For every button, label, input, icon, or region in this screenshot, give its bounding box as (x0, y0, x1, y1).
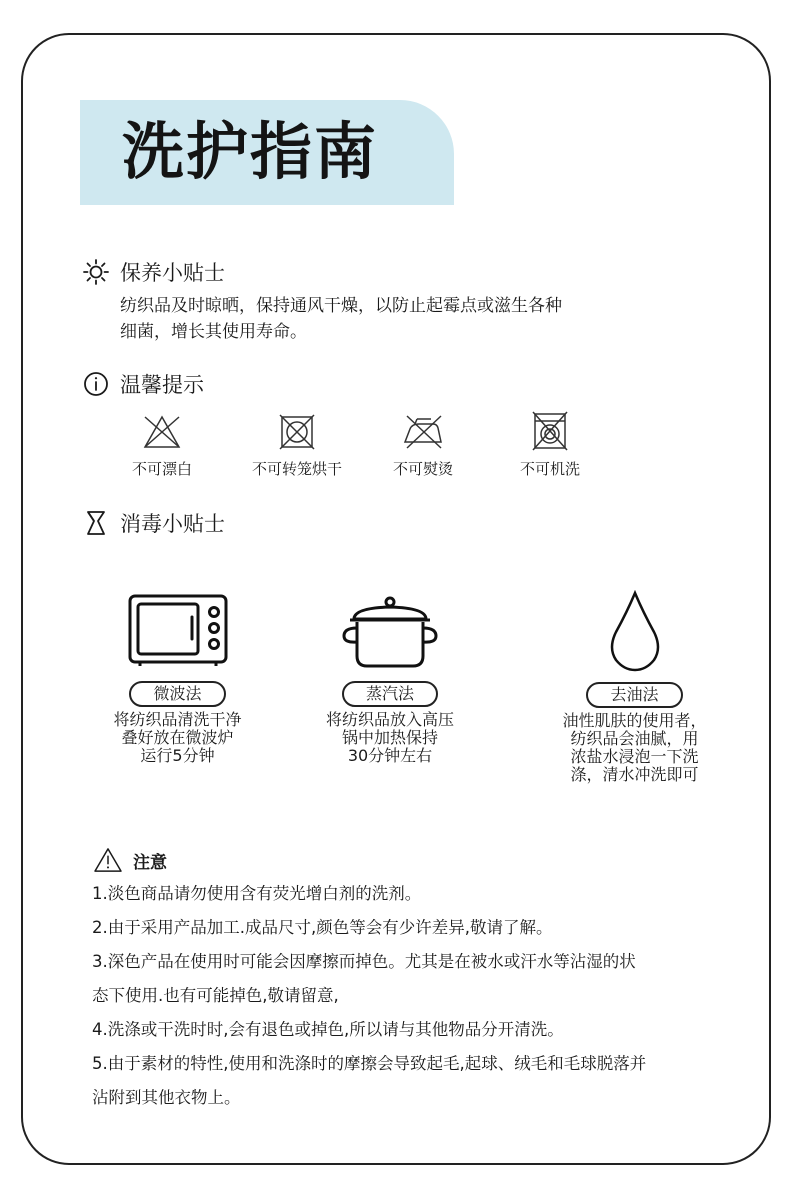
notice-line: 2.由于采用产品加工.成品尺寸,颜色等会有少许差异,敬请了解。 (92, 918, 553, 937)
sun-icon (82, 258, 110, 286)
disinfect-title: 消毒小贴士 (120, 512, 225, 536)
notice-title: 注意 (133, 852, 167, 873)
notice-line: 3.深色产品在使用时可能会因摩擦而掉色。尤其是在被水或汗水等沾湿的状 (92, 952, 636, 971)
method-name-pill: 微波法 (129, 681, 225, 707)
method-desc-line: 30分钟左右 (347, 746, 433, 765)
care-label: 不可熨烫 (392, 460, 453, 478)
info-icon (82, 370, 110, 398)
disinfect-heading (82, 506, 225, 540)
notice-line: 态下使用.也有可能掉色,敬请留意, (92, 986, 339, 1005)
no-tumble-dry-icon (277, 414, 317, 450)
method-desc-line: 油性肌肤的使用者， (562, 711, 707, 730)
method-desc-line: 将纺织品放入高压 (325, 710, 454, 729)
warning-icon (93, 847, 123, 873)
care-item-no-iron (378, 414, 468, 479)
method-description (300, 711, 480, 765)
water-drop-icon (608, 590, 662, 672)
hourglass-icon (82, 509, 110, 537)
method-desc-line: 浓盐水浸泡一下洗 (570, 747, 699, 766)
care-label: 不可机洗 (519, 460, 580, 478)
method-microwave (85, 593, 270, 765)
warm-tips-heading (82, 367, 204, 401)
page-title: 洗护指南 (122, 115, 379, 188)
maintenance-heading (82, 255, 225, 289)
care-item-no-tumble-dry (241, 414, 353, 479)
no-machine-wash-icon (530, 410, 570, 452)
maintenance-text-line: 纺织品及时晾晒，保持通风干燥，以防止起霉点或滋生各种 (120, 296, 562, 316)
method-description (85, 711, 270, 765)
maintenance-text (120, 293, 562, 345)
care-item-no-bleach (112, 414, 212, 479)
notice-line: 1.淡色商品请勿使用含有荧光增白剂的洗剂。 (92, 884, 422, 903)
notice-heading (93, 843, 167, 877)
care-item-no-machine-wash (505, 410, 595, 479)
title-banner (80, 100, 454, 205)
method-degrease (537, 590, 732, 784)
method-desc-line: 纺织品会油腻，用 (570, 729, 699, 748)
notice-line: 4.洗涤或干洗时时,会有退色或掉色,所以请与其他物品分开清洗。 (92, 1020, 564, 1039)
method-steam (300, 596, 480, 765)
pot-icon (340, 596, 440, 670)
care-label: 不可转笼烘干 (251, 460, 342, 478)
method-name-pill: 蒸汽法 (342, 681, 438, 707)
method-description (537, 712, 732, 784)
notice-line: 5.由于素材的特性,使用和洗涤时的摩擦会导致起毛,起球、绒毛和毛球脱落并 (92, 1054, 647, 1073)
method-desc-line: 运行5分钟 (140, 746, 215, 765)
care-label: 不可漂白 (131, 460, 192, 478)
no-iron-icon (401, 414, 445, 450)
maintenance-title: 保养小贴士 (120, 261, 225, 285)
method-desc-line: 涤，清水冲洗即可 (570, 765, 699, 784)
notice-line: 沾附到其他衣物上。 (92, 1088, 241, 1107)
notice-list (92, 877, 742, 1115)
no-bleach-icon (142, 414, 182, 450)
method-desc-line: 叠好放在微波炉 (121, 728, 234, 747)
method-desc-line: 锅中加热保持 (341, 728, 438, 747)
maintenance-text-line: 细菌，增长其使用寿命。 (120, 322, 307, 342)
microwave-icon (128, 593, 228, 667)
method-desc-line: 将纺织品清洗干净 (113, 710, 242, 729)
method-name-pill: 去油法 (586, 682, 682, 708)
warm-tips-title: 温馨提示 (120, 373, 204, 397)
